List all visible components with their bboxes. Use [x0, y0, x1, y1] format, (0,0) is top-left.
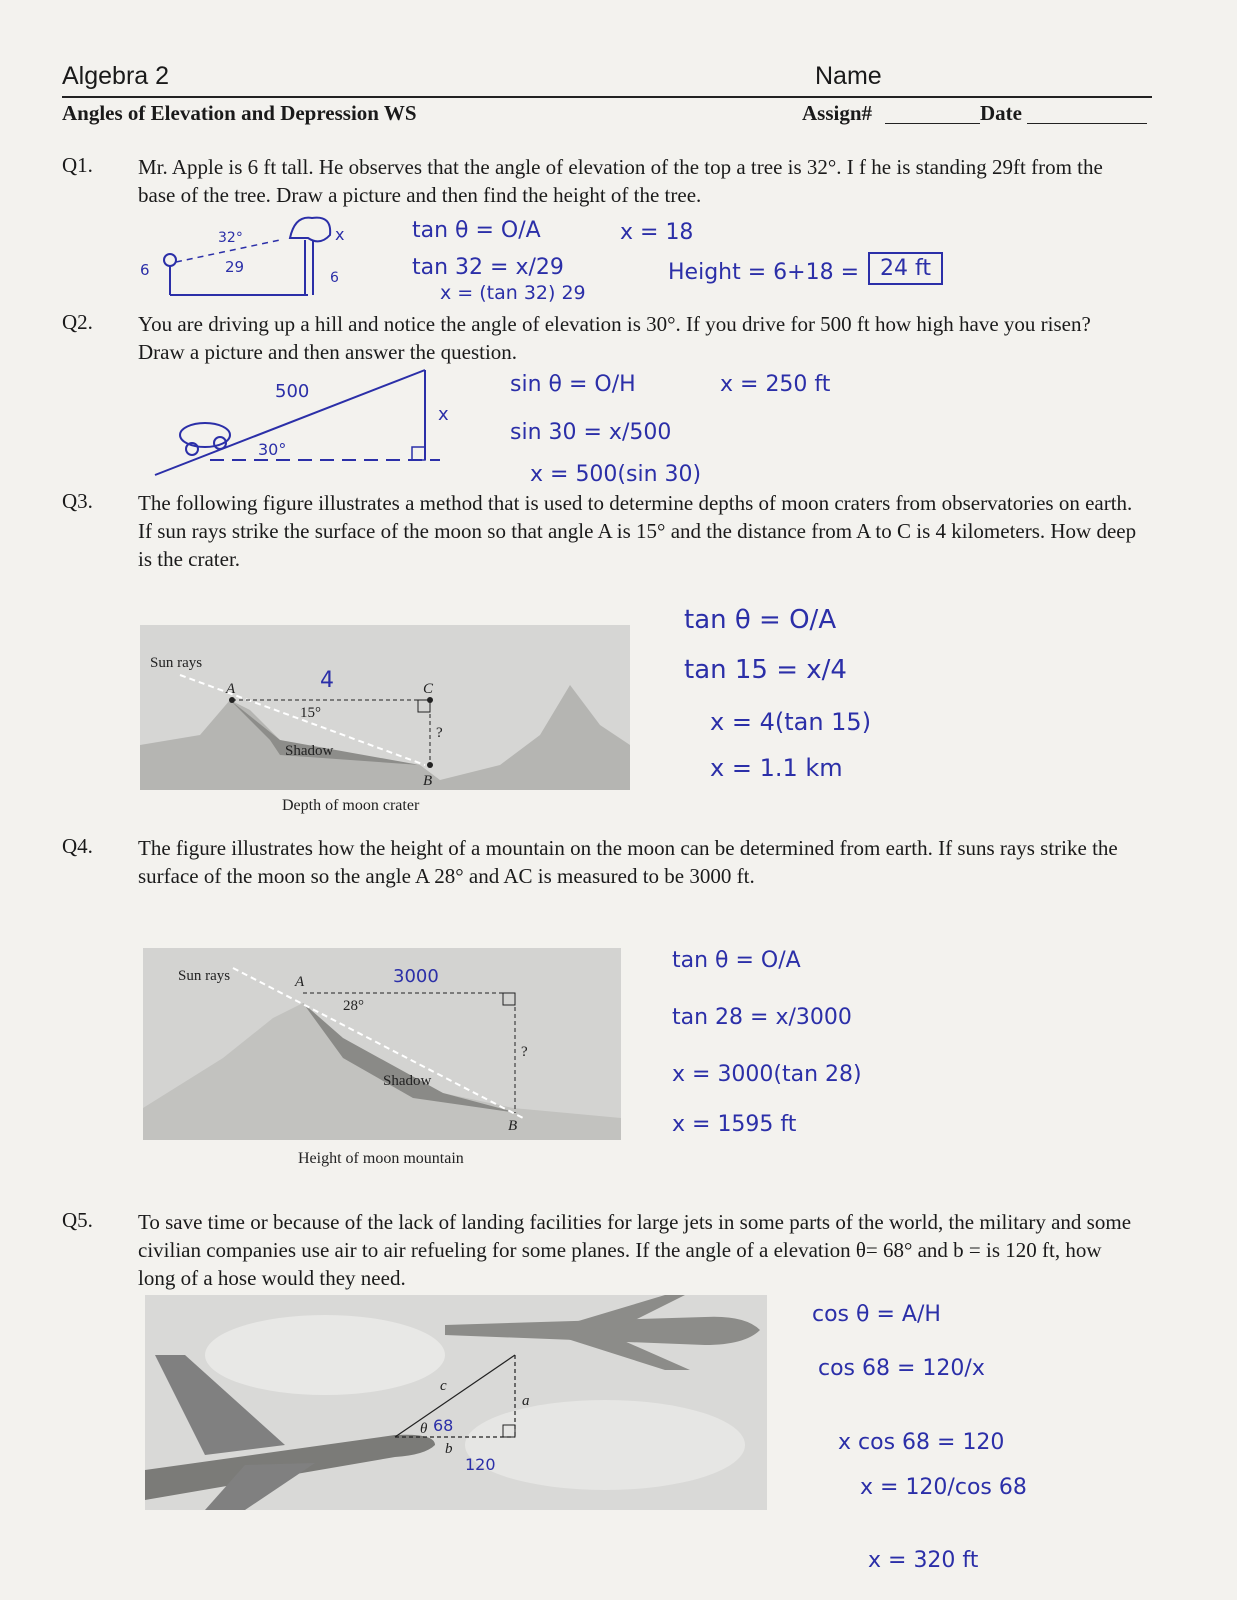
- q5-label-a: a: [522, 1393, 530, 1409]
- name-label: Name: [815, 62, 882, 90]
- q5-figure: [145, 1295, 767, 1510]
- assign-label: Assign#: [802, 101, 873, 125]
- q5-b-value: 120: [465, 1455, 496, 1474]
- question-text: Mr. Apple is 6 ft tall. He observes that the angle of elevation of the top a tree is 32°. I f he is standing 29ft from the base of the tree. Draw a picture and then find the height of the tree.: [138, 155, 1103, 207]
- question-number: Q1.: [62, 153, 93, 177]
- q5-work-line: x = 320 ft: [868, 1548, 979, 1573]
- q4-point-a: A: [295, 974, 305, 990]
- q4-work-line: x = 1595 ft: [672, 1112, 797, 1137]
- question-number: Q5.: [62, 1208, 93, 1232]
- q4-angle-label: 28°: [343, 998, 364, 1014]
- q2-work-line: sin θ = O/H: [510, 372, 636, 397]
- date-label: Date: [980, 101, 1022, 125]
- q4-distance-label: 3000: [393, 966, 439, 987]
- q1-angle-label: 32°: [218, 230, 243, 246]
- question-number: Q3.: [62, 489, 93, 513]
- q3-work-line: x = 4(tan 15): [710, 708, 872, 736]
- q3-point-a: A: [226, 681, 236, 697]
- q4-work-line: tan θ = O/A: [672, 948, 801, 973]
- q3-caption: Depth of moon crater: [282, 797, 420, 814]
- q3-work-line: tan θ = O/A: [684, 605, 837, 635]
- q1-base-label: 6: [330, 270, 339, 286]
- q3-figure: [140, 625, 630, 790]
- header-rule: [62, 96, 1152, 98]
- q3-point-c: C: [423, 681, 434, 697]
- q4-work-line: tan 28 = x/3000: [672, 1005, 852, 1030]
- q2-sketch: [150, 365, 460, 485]
- q5-work-line: x = 120/cos 68: [860, 1475, 1027, 1500]
- question-number: Q4.: [62, 834, 93, 858]
- question-text: The following figure illustrates a method that is used to determine depths of moon craters from observatories on earth. If sun rays strike the surface of the moon so that angle A is 15° and the distance from A to C is 4 kilometers. How deep is the crater.: [138, 491, 1137, 571]
- q3-angle-label: 15°: [300, 705, 321, 721]
- q2-angle-label: 30°: [258, 440, 287, 459]
- q1-work-line: x = (tan 32) 29: [440, 282, 586, 304]
- assign-blank: [885, 123, 980, 124]
- q4-figure: [143, 948, 621, 1140]
- q1-work-line: Height = 6+18 =: [668, 260, 859, 285]
- date-blank: [1027, 123, 1147, 124]
- q3-work-line: x = 1.1 km: [710, 754, 843, 782]
- question-text: You are driving up a hill and notice the angle of elevation is 30°. If you drive for 500 ft how high have you risen? Draw a picture and then answer the question.: [138, 312, 1091, 364]
- q1-sketch: [140, 210, 360, 305]
- q1-answer-box: 24 ft: [868, 252, 943, 285]
- question-number: Q2.: [62, 310, 93, 334]
- q4-caption: Height of moon mountain: [298, 1150, 464, 1167]
- q5-label-theta: θ: [420, 1421, 428, 1437]
- worksheet-title: Angles of Elevation and Depression WS: [62, 101, 417, 125]
- q1-person-label: 6: [140, 261, 150, 279]
- q3-shadow-label: Shadow: [285, 743, 334, 759]
- q3-unknown-label: ?: [436, 725, 443, 741]
- q5-angle-label: 68: [433, 1416, 454, 1435]
- q4-work-line: x = 3000(tan 28): [672, 1062, 862, 1087]
- q1-unknown-label: x: [335, 225, 345, 244]
- q1-work-line: tan θ = O/A: [412, 218, 541, 243]
- q2-hyp-label: 500: [275, 381, 310, 402]
- q2-work-line: x = 250 ft: [720, 372, 831, 397]
- q3-distance-label: 4: [320, 668, 334, 693]
- q5-work-line: x cos 68 = 120: [838, 1430, 1005, 1455]
- question-text: To save time or because of the lack of landing facilities for large jets in some parts of the world, the military and some civilian companies use air to air refueling for some planes. If the angle of a elevation θ= 68° and b = is 120 ft, how long of a hose would they need.: [138, 1210, 1132, 1290]
- q4-shadow-label: Shadow: [383, 1073, 432, 1089]
- q4-point-b: B: [508, 1118, 518, 1134]
- q2-work-line: sin 30 = x/500: [510, 420, 672, 445]
- q2-unknown-label: x: [438, 404, 449, 425]
- q3-point-b: B: [423, 773, 433, 789]
- q3-work-line: tan 15 = x/4: [684, 655, 847, 685]
- q3-sun-label: Sun rays: [150, 655, 203, 671]
- q5-label-c: c: [440, 1378, 447, 1394]
- q4-unknown-label: ?: [521, 1044, 528, 1060]
- q5-work-line: cos 68 = 120/x: [818, 1356, 985, 1381]
- q2-work-line: x = 500(sin 30): [530, 462, 702, 487]
- q1-work-line: x = 18: [620, 220, 694, 245]
- q1-work-line: tan 32 = x/29: [412, 255, 564, 280]
- course-title: Algebra 2: [62, 62, 170, 90]
- q1-distance-label: 29: [225, 258, 245, 276]
- question-text: The figure illustrates how the height of a mountain on the moon can be determined from earth. If suns rays strike the surface of the moon so the angle A 28° and AC is measured to be 3000 ft.: [138, 836, 1118, 888]
- q4-sun-label: Sun rays: [178, 968, 231, 984]
- q5-label-b: b: [445, 1441, 453, 1457]
- q5-work-line: cos θ = A/H: [812, 1302, 941, 1327]
